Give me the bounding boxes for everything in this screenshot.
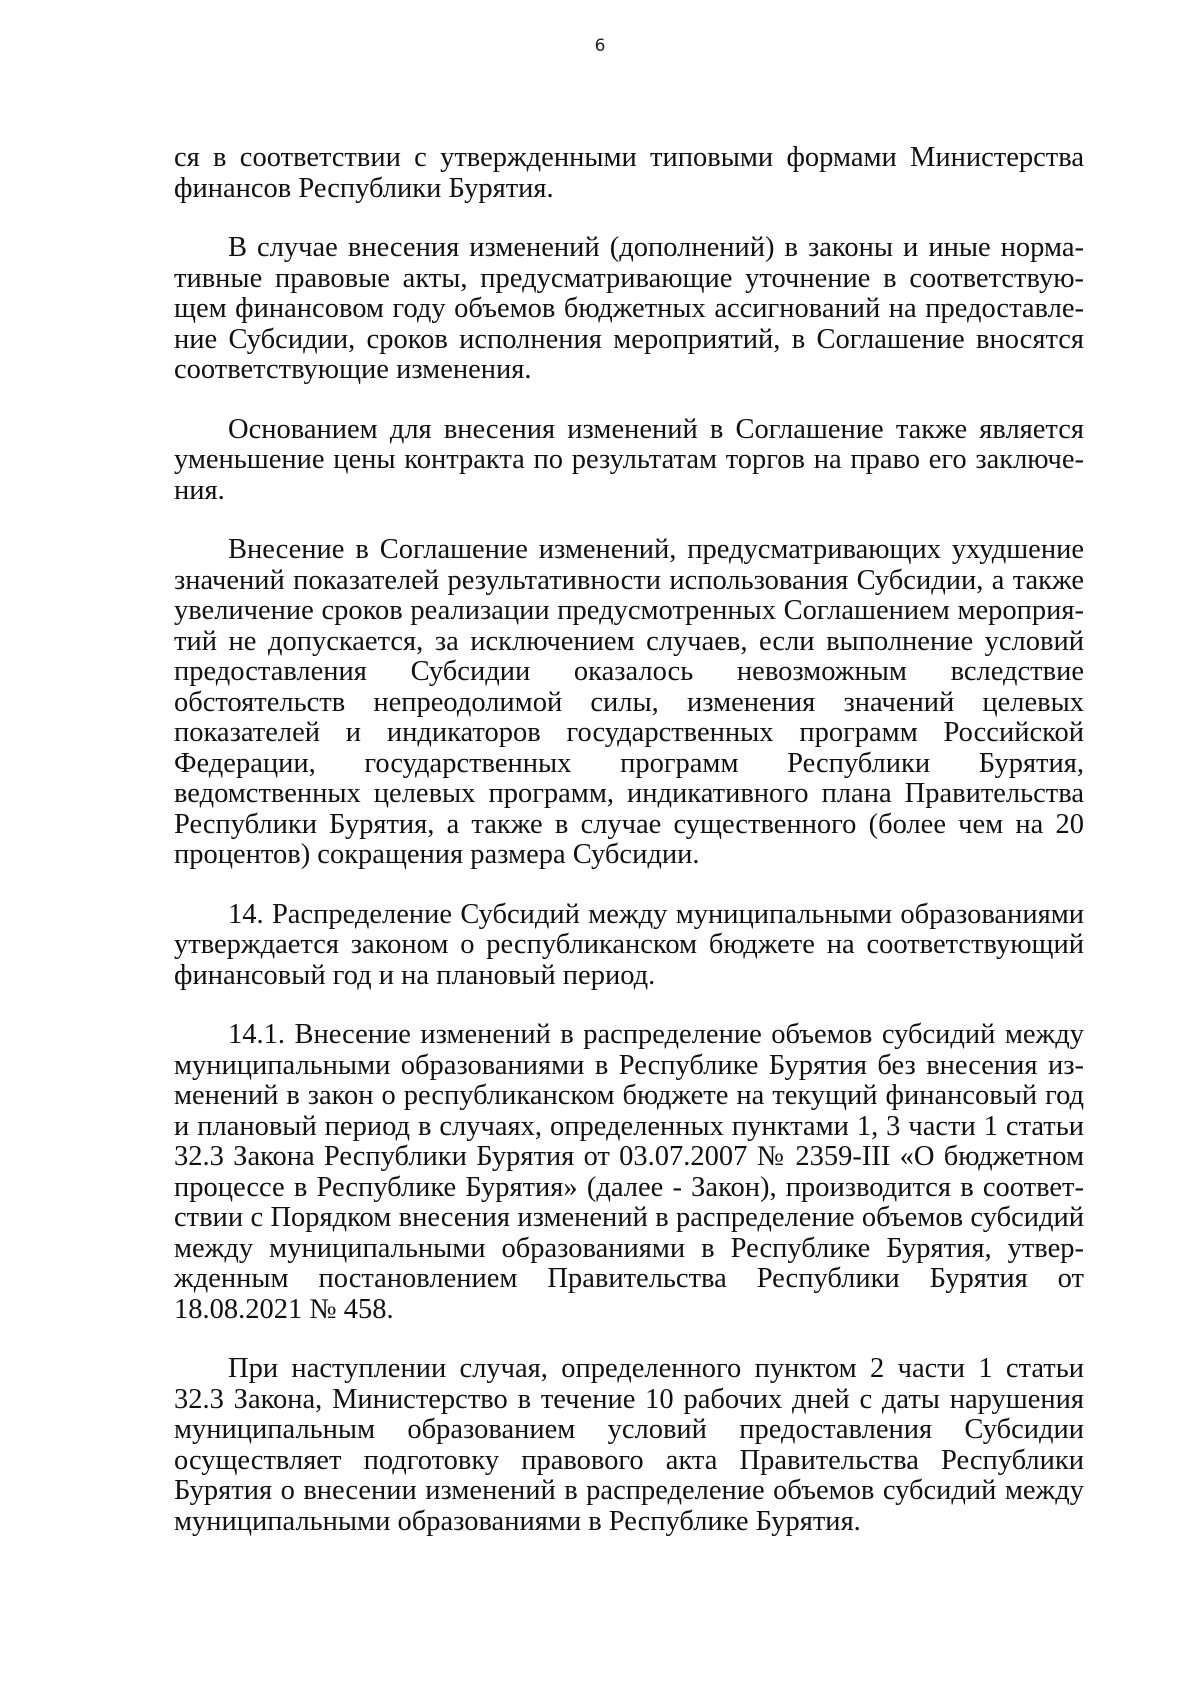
paragraph-2: В случае внесения изменений (дополнений) в законы и иные нормативные правовые акты, предусматривающие уточнение в соответствующем финансовом году объемов бюджетных ассигнований на предоставление Субсидии, сроков исполнения мероприятий, в Соглашение вносятся соответствующие изменения.	[174, 232, 1084, 385]
paragraph-1: ся в соответствии с утвержденными типовыми формами Министерства финансов Республики Бурятия.	[174, 142, 1084, 204]
page-number: 6	[594, 36, 606, 56]
paragraph-4: Внесение в Соглашение изменений, предусматривающих ухудшение значений показателей результативности использования Субсидии, а также увеличение сроков реализации предусмотренных Соглашением мероприятий не допускается, за исключением случаев, если выполнение условий предоставления Субсидии оказалось невозможным вследствие обстоятельств непреодолимой силы, изменения значений целевых показателей и индикаторов государственных программ Российской Федерации, государственных программ Республики Бурятия, ведомственных целевых программ, индикативного плана Правительства Республики Бурятия, а также в случае существенного (более чем на 20 процентов) сокращения размера Субсидии.	[174, 534, 1084, 870]
document-body	[174, 143, 1084, 1566]
paragraph-7: При наступлении случая, определенного пунктом 2 части 1 статьи 32.3 Закона, Министерство в течение 10 рабочих дней с даты нарушения муниципальным образованием условий предоставления Субсидии осуществляет подготовку правового акта Правительства Республики Бурятия о внесении изменений в распределение объемов субсидий между муниципальными образованиями в Республике Бурятия.	[174, 1353, 1084, 1537]
paragraph-5-section-14: 14. Распределение Субсидий между муниципальными образованиями утверждается законом о республиканском бюджете на соответствующий финансовый год и на плановый период.	[174, 898, 1084, 991]
paragraph-6-section-14-1: 14.1. Внесение изменений в распределение объемов субсидий между муниципальными образованиями в Республике Бурятия без внесения изменений в закон о республиканском бюджете на текущий финансовый год и плановый период в случаях, определенных пунктами 1, 3 части 1 статьи 32.3 Закона Республики Бурятия от 03.07.2007 № 2359-III «О бюджетном процессе в Республике Бурятия» (далее - Закон), производится в соответствии с Порядком внесения изменений в распределение объемов субсидий между муниципальными образованиями в Республике Бурятия, утвержденным постановлением Правительства Республики Бурятия от 18.08.2021 № 458.	[174, 1019, 1084, 1325]
paragraph-3: Основанием для внесения изменений в Соглашение также является уменьшение цены контракта по результатам торгов на право его заключения.	[174, 413, 1084, 506]
